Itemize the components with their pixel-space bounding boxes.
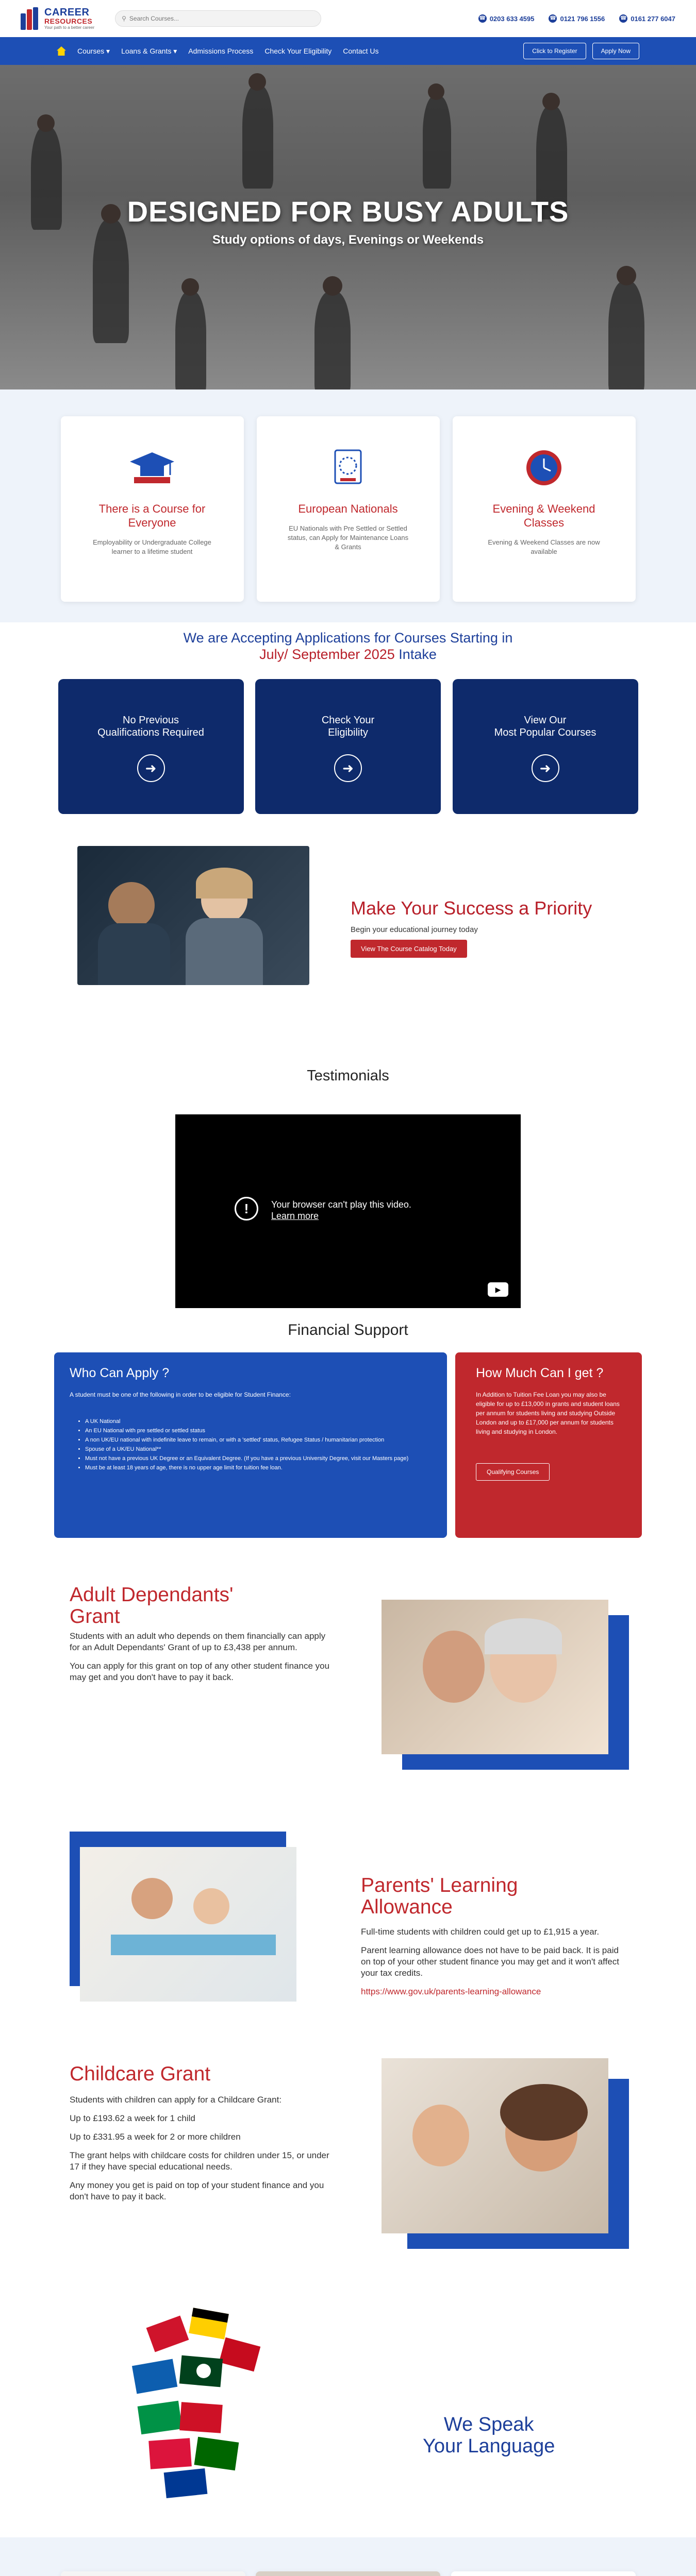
adult-grant-title: Adult Dependants' Grant xyxy=(70,1584,234,1628)
how-much-card xyxy=(455,1352,642,1538)
nav-admissions[interactable]: Admissions Process xyxy=(188,47,254,55)
who-list xyxy=(85,1417,432,1472)
parents-allowance-section xyxy=(0,1832,696,2058)
intake-heading xyxy=(0,622,696,679)
logo-mark-icon xyxy=(21,7,40,30)
list-item: • An EU National with pre settled or settled status xyxy=(85,1426,432,1435)
success-subtitle: Begin your educational journey today xyxy=(351,925,478,934)
feature-text: Evening & Weekend Classes are now available xyxy=(488,538,600,555)
logo-title-2: RESOURCES xyxy=(44,17,93,25)
nav-courses[interactable]: Courses ▾ xyxy=(77,46,110,55)
stat-card xyxy=(61,2571,245,2576)
quick-card-popular-courses[interactable]: View Our Most Popular Courses ➜ xyxy=(453,679,638,814)
childcare-text: The grant helps with childcare costs for children under 15, or under 17 if they have special educational needs. xyxy=(70,2150,329,2172)
parents-allowance-text: Parent learning allowance does not have to be paid back. It is paid on top of your other student finance you may get and it won't affect your tax credits. xyxy=(361,1945,619,1978)
nationalities-photo xyxy=(256,2571,440,2576)
childcare-text: Up to £193.62 a week for 1 child xyxy=(70,2113,195,2123)
feature-card xyxy=(453,416,636,602)
steps-drawing-icon xyxy=(451,2571,636,2576)
how-title: How Much Can I get ? xyxy=(476,1366,604,1380)
students-photo xyxy=(77,846,309,985)
phone-link[interactable]: ☎ 0161 277 6047 xyxy=(620,14,675,23)
childcare-text: Students with children can apply for a Childcare Grant: xyxy=(70,2095,282,2105)
gov-uk-link[interactable]: https://www.gov.uk/parents-learning-allowance xyxy=(361,1987,541,1996)
arrow-right-icon[interactable]: ➜ xyxy=(137,754,165,782)
adult-grant-text: Students with an adult who depends on them financially can apply for an Adult Dependants' Grant of up to £3,438 per annum. xyxy=(70,1631,326,1652)
hero-subtitle: Study options of days, Evenings or Weekends xyxy=(212,233,484,247)
childcare-section xyxy=(0,2058,696,2300)
apply-now-button[interactable]: Apply Now xyxy=(592,43,639,59)
parents-allowance-title: Parents' Learning Allowance xyxy=(361,1874,518,1918)
phone-link[interactable]: ☎ 0121 796 1556 xyxy=(550,14,605,23)
who-intro: A student must be one of the following in order to be eligible for Student Finance: xyxy=(70,1391,291,1398)
clock-icon xyxy=(521,447,567,488)
intake-suffix: Intake xyxy=(394,647,437,662)
logo-title: CAREER xyxy=(44,7,90,18)
childcare-title: Childcare Grant xyxy=(70,2063,211,2085)
eu-stars-icon xyxy=(325,447,371,488)
main-nav xyxy=(0,37,696,65)
quick-card-eligibility[interactable]: Check Your Eligibility ➜ xyxy=(255,679,441,814)
search-icon: ⚲ xyxy=(122,15,126,22)
list-item: • A non UK/EU national with indefinite leave to remain, or with a 'settled' status, Refugee Status / humanitarian protection xyxy=(85,1435,432,1445)
list-item: • Spouse of a UK/EU National** xyxy=(85,1445,432,1454)
site-logo[interactable] xyxy=(21,7,94,30)
course-catalog-button[interactable]: View The Course Catalog Today xyxy=(351,940,467,958)
adult-grant-section xyxy=(0,1569,696,1811)
who-can-apply-card xyxy=(54,1352,447,1538)
languages-title-1: We Speak xyxy=(443,2414,534,2435)
hero-banner xyxy=(0,65,696,389)
nav-eligibility[interactable]: Check Your Eligibility xyxy=(264,47,332,55)
nav-contact[interactable]: Contact Us xyxy=(343,47,379,55)
phone-icon: ☎ xyxy=(549,14,557,23)
contact-phones xyxy=(478,14,675,23)
feature-title: Evening & Weekend Classes xyxy=(492,502,595,529)
stats-section xyxy=(0,2537,696,2576)
features-section xyxy=(0,389,696,622)
search-input[interactable] xyxy=(129,15,305,22)
quick-card-no-qualifications[interactable]: No Previous Qualifications Required ➜ xyxy=(58,679,244,814)
list-item: • Must not have a previous UK Degree or an Equivalent Degree. (If you have a previous University Degree, visit our Masters page) xyxy=(85,1454,432,1463)
quick-cards xyxy=(58,679,638,814)
feature-card xyxy=(61,416,244,602)
adult-grant-text: You can apply for this grant on top of any other student finance you may get and you don't have to pay it back. xyxy=(70,1661,330,1682)
home-icon[interactable] xyxy=(57,46,66,56)
success-title: Make Your Success a Priority xyxy=(351,897,592,919)
qualifying-courses-button[interactable]: Qualifying Courses xyxy=(476,1463,550,1481)
languages-title-2: Your Language xyxy=(423,2435,555,2457)
register-button[interactable]: Click to Register xyxy=(523,43,586,59)
arrow-right-icon[interactable]: ➜ xyxy=(532,754,559,782)
feature-text: Employability or Undergraduate College learner to a lifetime student xyxy=(93,538,211,555)
video-error-text: Your browser can't play this video. xyxy=(271,1199,411,1210)
stat-card xyxy=(256,2571,440,2576)
logo-tagline: Your path to a better career xyxy=(44,25,95,30)
feature-title: European Nationals xyxy=(298,502,398,515)
hero-title: DESIGNED FOR BUSY ADULTS xyxy=(127,195,569,228)
financial-title: Financial Support xyxy=(288,1321,408,1338)
childcare-text: Up to £331.95 a week for 2 or more children xyxy=(70,2132,241,2142)
childcare-text: Any money you get is paid on top of your student finance and you don't have to pay it back. xyxy=(70,2180,324,2201)
intake-date: July/ September 2025 xyxy=(259,647,395,662)
feature-text: EU Nationals with Pre Settled or Settled status, can Apply for Maintenance Loans & Grants xyxy=(287,524,409,551)
youtube-icon[interactable]: ▶ xyxy=(488,1282,508,1297)
how-text: In Addition to Tuition Fee Loan you may also be eligible for up to £13,000 in grants and student loans per annum for students living and studying Outside London and up to £17,000 per annum for students living and studying in London. xyxy=(476,1391,620,1435)
top-bar xyxy=(0,0,696,37)
phone-icon: ☎ xyxy=(478,14,487,23)
languages-section xyxy=(0,2300,696,2537)
list-item: • Must be at least 18 years of age, there is no upper age limit for tuition fee loan. xyxy=(85,1463,432,1472)
intake-line1: We are Accepting Applications for Courses Starting in xyxy=(183,630,513,646)
testimonials-title: Testimonials xyxy=(307,1067,389,1084)
mother-child-photo xyxy=(382,2058,629,2254)
phone-icon: ☎ xyxy=(619,14,627,23)
parent-child-photo xyxy=(70,1832,296,2002)
feature-title: There is a Course for Everyone xyxy=(98,502,206,529)
search-box xyxy=(115,10,321,27)
graduation-cap-icon xyxy=(129,447,175,488)
list-item: • A UK National xyxy=(85,1417,432,1426)
phone-link[interactable]: ☎ 0203 633 4595 xyxy=(479,14,535,23)
who-title: Who Can Apply ? xyxy=(70,1366,170,1380)
arrow-right-icon[interactable]: ➜ xyxy=(334,754,362,782)
learn-more-link[interactable]: Learn more xyxy=(271,1211,319,1221)
feature-card xyxy=(257,416,440,602)
family-photo xyxy=(382,1600,629,1770)
parents-allowance-text: Full-time students with children could get up to £1,915 a year. xyxy=(361,1927,600,1937)
alert-icon: ! xyxy=(235,1197,258,1221)
stat-card xyxy=(451,2571,636,2576)
flags-globe-icon xyxy=(119,2300,273,2517)
video-player[interactable] xyxy=(175,1114,521,1308)
graduation-photo xyxy=(61,2571,245,2576)
nav-loans-grants[interactable]: Loans & Grants ▾ xyxy=(121,46,177,55)
success-section xyxy=(0,814,696,1030)
